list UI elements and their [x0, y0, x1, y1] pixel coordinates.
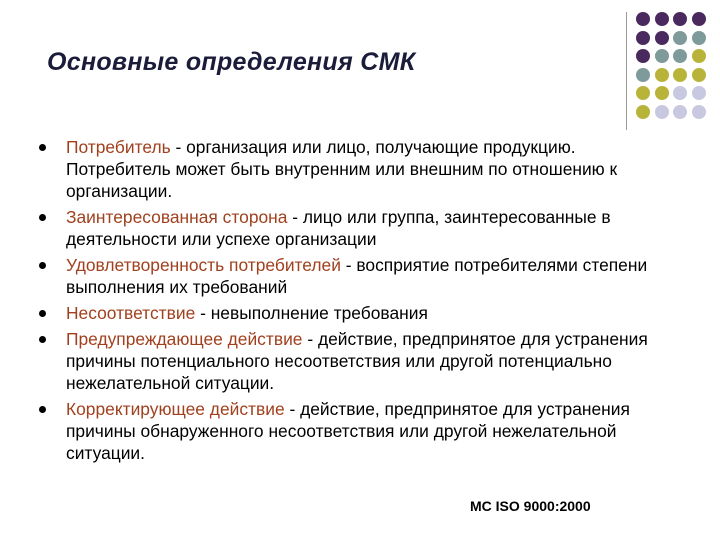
definition-term: Предупреждающее действие — [66, 329, 303, 349]
bullet-icon — [39, 262, 46, 269]
definition-term: Заинтересованная сторона — [66, 207, 288, 227]
list-item — [36, 302, 676, 324]
definition-text: - лицо или группа, заинтересованные в деятельности или успехе организации — [66, 207, 611, 249]
list-item — [36, 328, 676, 394]
decorative-dot — [692, 49, 706, 63]
definition-text: - организация или лицо, получающие продукцию. Потребитель может быть внутренним или внешним по отношению к организации. — [66, 137, 618, 201]
bullet-icon — [39, 214, 46, 221]
decorative-dot — [636, 105, 650, 119]
decorative-dot — [692, 31, 706, 45]
decorative-dot — [673, 68, 687, 82]
definition-text: - невыполнение требования — [195, 303, 428, 323]
decorative-dot — [636, 49, 650, 63]
decorative-dot — [655, 86, 669, 100]
decorative-dot-grid — [636, 12, 720, 122]
decorative-dot — [673, 49, 687, 63]
decorative-dot — [655, 105, 669, 119]
definition-text: - действие, предпринятое для устранения причины потенциального несоответствия или другой потенциально нежелательной ситуации. — [66, 329, 648, 393]
definitions-list — [36, 136, 676, 468]
definition-text: - действие, предпринятое для устранения причины обнаруженного несоответствия или другой нежелательной ситуации. — [66, 399, 630, 463]
bullet-icon — [39, 144, 46, 151]
decorative-dot — [673, 105, 687, 119]
definition-term: Удовлетворенность потребителей — [66, 255, 341, 275]
decorative-dot — [655, 49, 669, 63]
definition-term: Потребитель — [66, 137, 171, 157]
decorative-dot — [673, 31, 687, 45]
decorative-dot — [636, 68, 650, 82]
list-item — [36, 254, 676, 298]
decorative-dot — [692, 86, 706, 100]
decorative-dot — [673, 86, 687, 100]
list-item — [36, 136, 676, 202]
decorative-dot — [692, 12, 706, 26]
decorative-dot — [655, 31, 669, 45]
decorative-divider — [626, 12, 627, 130]
bullet-icon — [39, 406, 46, 413]
bullet-icon — [39, 336, 46, 343]
decorative-dot — [636, 12, 650, 26]
slide-title: Основные определения СМК — [47, 48, 416, 76]
decorative-dot — [655, 12, 669, 26]
definition-text: - восприятие потребителями степени выполнения их требований — [66, 255, 648, 297]
standard-reference: МС ISO 9000:2000 — [470, 498, 591, 514]
bullet-icon — [39, 310, 46, 317]
decorative-dot — [636, 31, 650, 45]
definition-term: Несоответствие — [66, 303, 196, 323]
list-item — [36, 398, 676, 464]
decorative-dot — [692, 68, 706, 82]
decorative-dot — [692, 105, 706, 119]
decorative-dot — [636, 86, 650, 100]
list-item — [36, 206, 676, 250]
decorative-dot — [673, 12, 687, 26]
decorative-dot — [655, 68, 669, 82]
definition-term: Корректирующее действие — [66, 399, 285, 419]
